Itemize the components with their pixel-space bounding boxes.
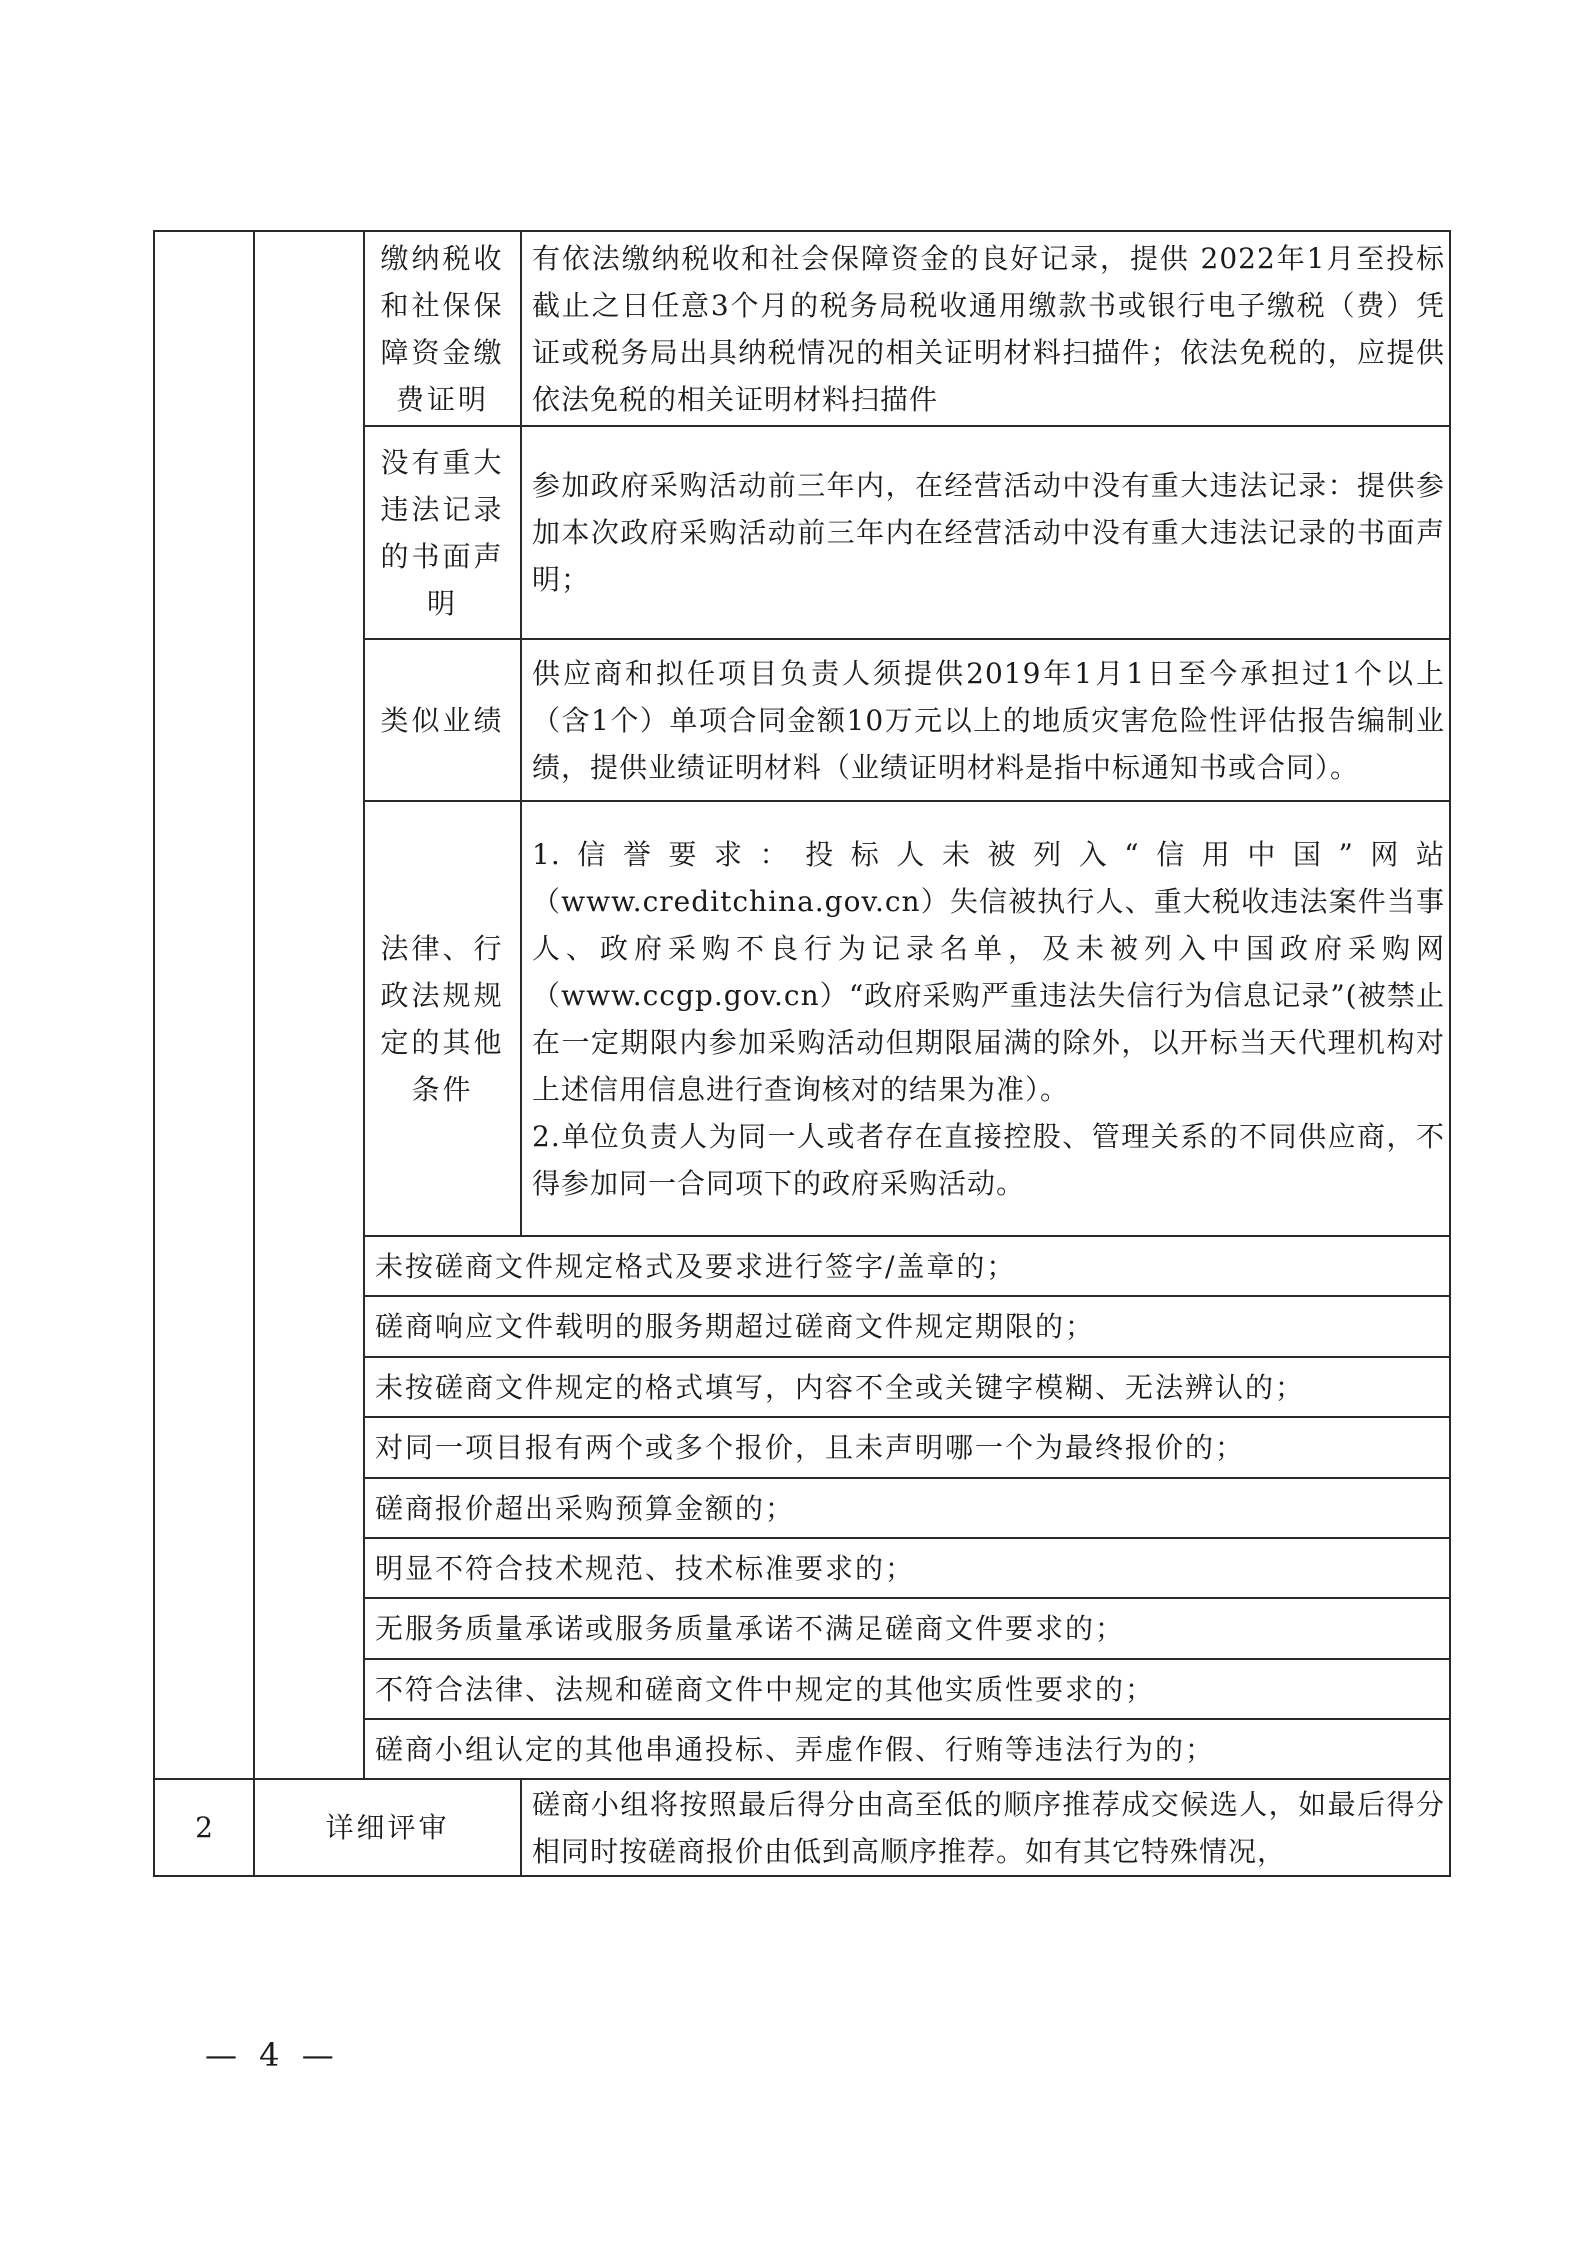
evaluation-table (153, 230, 1451, 1877)
row-label: 法律、行政法规规定的其他条件 (364, 801, 521, 1236)
paragraph: 参加政府采购活动前三年内，在经营活动中没有重大违法记录：提供参加本次政府采购活动前三年内在经营活动中没有重大违法记录的书面声明； (532, 469, 1445, 596)
row-label: 没有重大违法记录的书面声明 (364, 426, 521, 639)
row-description (521, 639, 1450, 801)
row-label: 缴纳税收和社保保障资金缴费证明 (364, 231, 521, 426)
paragraph: 供应商和拟任项目负责人须提供2019年1月1日至今承担过1个以上（含1个）单项合同金额10万元以上的地质灾害危险性评估报告编制业绩，提供业绩证明材料（业绩证明材料是指中标通知书或合同）。 (532, 656, 1445, 784)
paragraph: 1.信誉要求：投标人未被列入“信用中国”网站（www.creditchina.gov.cn）失信被执行人、重大税收违法案件当事人、政府采购不良行为记录名单，及未被列入中国政府采购网（www.ccgp.gov.cn）“政府采购严重违法失信行为信息记录”(被禁止在一定期限内参加采购活动但期限届满的除外，以开标当天代理机构对上述信用信息进行查询核对的结果为准）。 (532, 837, 1445, 1106)
criteria-item: 明显不符合技术规范、技术标准要求的； (364, 1538, 1450, 1598)
empty-cell (254, 231, 364, 1779)
page-number: — 4 — (205, 2036, 340, 2074)
row-label: 类似业绩 (364, 639, 521, 801)
criteria-item: 磋商报价超出采购预算金额的； (364, 1478, 1450, 1538)
criteria-item: 未按磋商文件规定的格式填写，内容不全或关键字模糊、无法辨认的； (364, 1357, 1450, 1417)
criteria-item: 磋商响应文件载明的服务期超过磋商文件规定期限的； (364, 1296, 1450, 1357)
row-description (521, 801, 1450, 1236)
criteria-item: 对同一项目报有两个或多个报价，且未声明哪一个为最终报价的； (364, 1417, 1450, 1478)
criteria-item: 磋商小组认定的其他串通投标、弄虚作假、行贿等违法行为的； (364, 1719, 1450, 1779)
row-title: 详细评审 (254, 1779, 521, 1876)
table-row (154, 1779, 1450, 1876)
paragraph: 有依法缴纳税收和社会保障资金的良好记录，提供 2022年1月至投标截止之日任意3个月的税务局税收通用缴款书或银行电子缴税（费）凭证或税务局出具纳税情况的相关证明材料扫描件；依法免税的，应提供依法免税的相关证明材料扫描件 (532, 241, 1445, 416)
row-description (521, 231, 1450, 426)
criteria-item: 无服务质量承诺或服务质量承诺不满足磋商文件要求的； (364, 1598, 1450, 1659)
criteria-item: 不符合法律、法规和磋商文件中规定的其他实质性要求的； (364, 1659, 1450, 1719)
row-description (521, 426, 1450, 639)
criteria-item: 未按磋商文件规定格式及要求进行签字/盖章的； (364, 1236, 1450, 1296)
row-description: 磋商小组将按照最后得分由高至低的顺序推荐成交候选人，如最后得分相同时按磋商报价由低到高顺序推荐。如有其它特殊情况， (521, 1779, 1450, 1876)
empty-cell (154, 231, 254, 1779)
paragraph: 2.单位负责人为同一人或者存在直接控股、管理关系的不同供应商，不得参加同一合同项下的政府采购活动。 (532, 1119, 1445, 1200)
table-row (154, 231, 1450, 426)
row-number: 2 (154, 1779, 254, 1876)
